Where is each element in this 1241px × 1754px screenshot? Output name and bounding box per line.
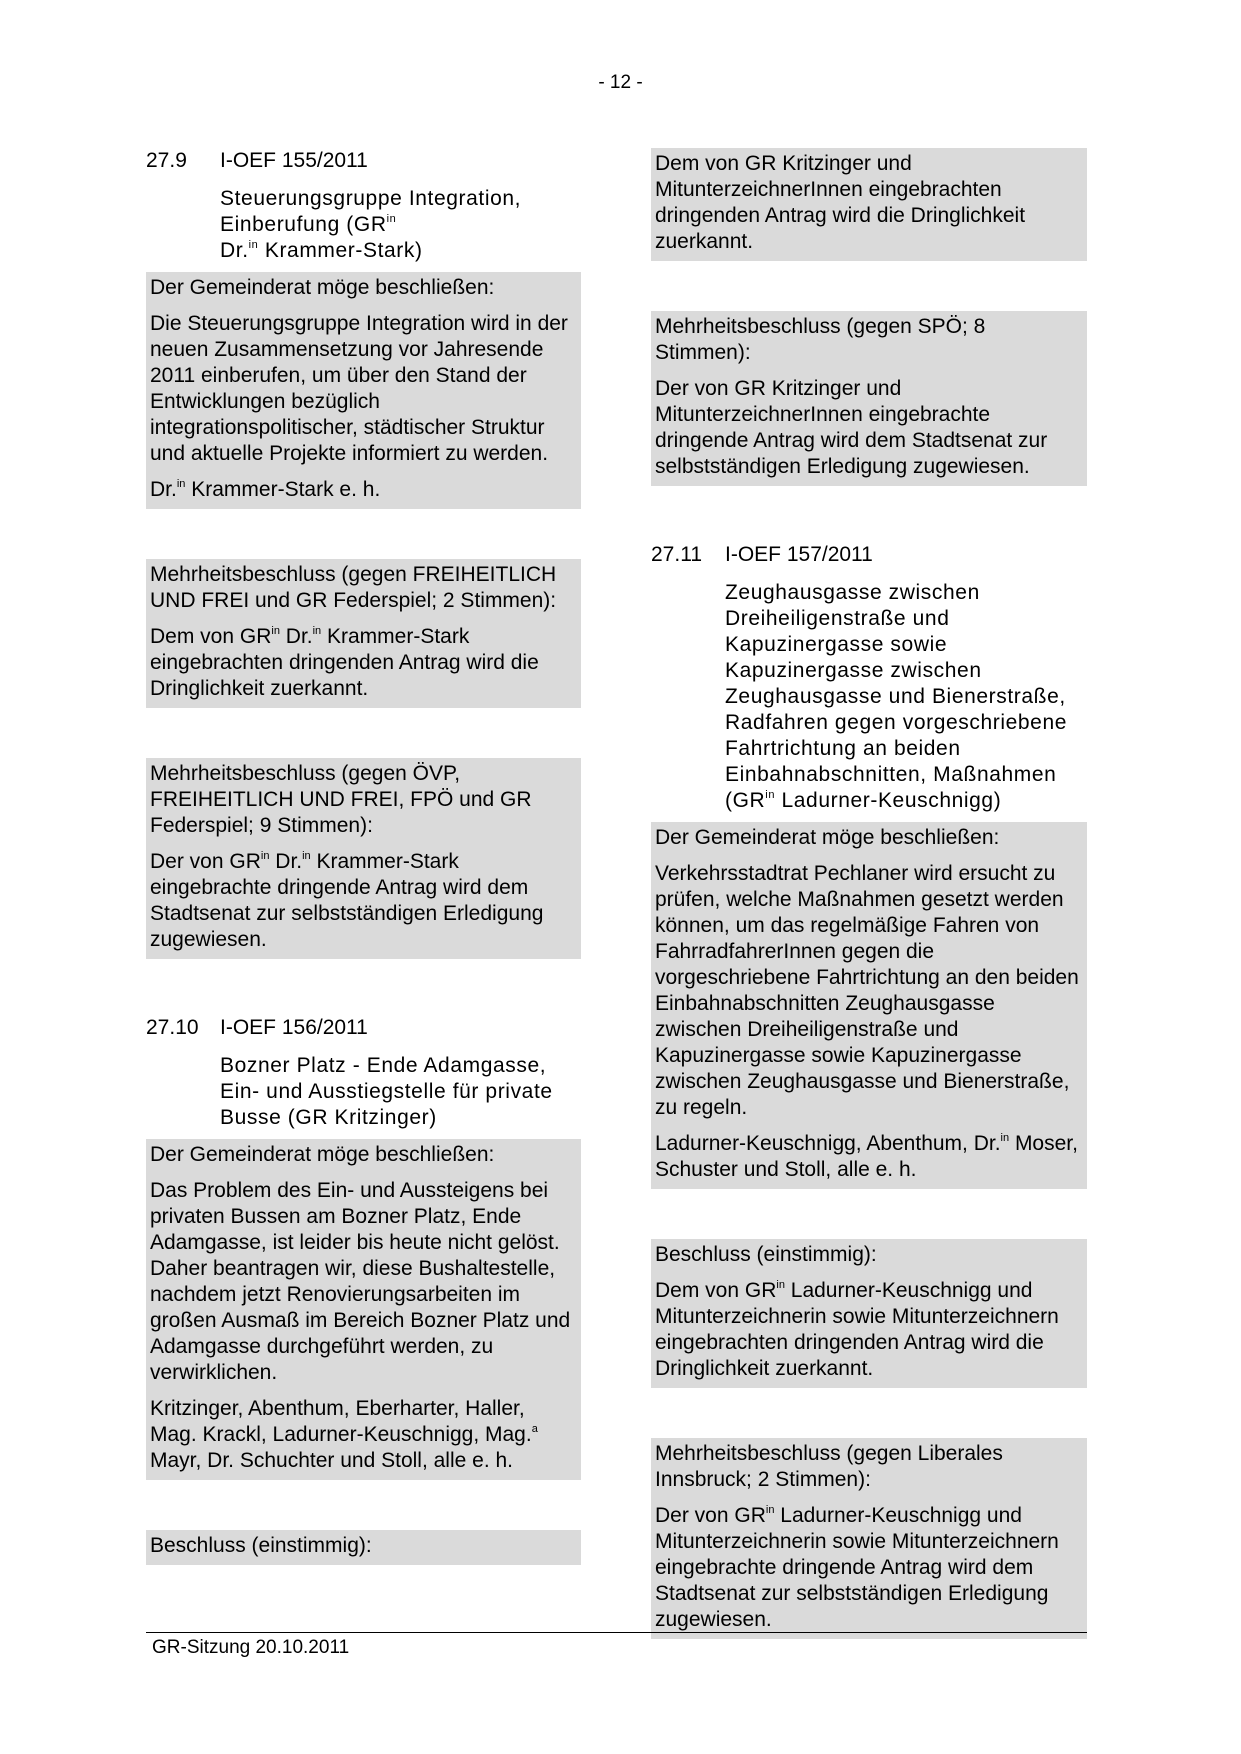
right-column (651, 148, 1087, 1639)
motion-box (146, 272, 581, 509)
item-reference: I-OEF 157/2011 (725, 543, 873, 566)
resolution-text: Der von GR Kritzinger und MitunterzeichnerInnen eingebrachte dringende Antrag wird dem Stadtsenat zur selbstständigen Erledigung zugewiesen. (655, 377, 1048, 478)
resolution-title: Beschluss (einstimmig): (655, 1243, 877, 1266)
item-header (146, 148, 581, 174)
motion-box (146, 1139, 581, 1480)
motion-box (651, 822, 1087, 1189)
resolution-box (146, 758, 581, 959)
item-number: 27.10 (146, 1016, 199, 1039)
footer-session-date: GR-Sitzung 20.10.2011 (152, 1637, 350, 1658)
resolution-box (146, 1530, 581, 1565)
resolution-text: Dem von $GR^{in}$ Dr.$^{in}$ Krammer-Stark eingebrachten dringenden Antrag wird die Dringlichkeit zuerkannt. (150, 625, 539, 700)
page-number: - 12 - (598, 72, 643, 93)
motion-intro: Der Gemeinderat möge beschließen: (150, 276, 495, 299)
resolution-title: Mehrheitsbeschluss (gegen FREIHEITLICH UND FREI und GR Federspiel; 2 Stimmen): (150, 563, 557, 612)
resolution-title: Mehrheitsbeschluss (gegen SPÖ; 8 Stimmen): (655, 315, 986, 364)
motion-text: Das Problem des Ein- und Aussteigens bei privaten Bussen am Bozner Platz, Ende Adamgasse, ist leider bis heute nicht gelöst. Daher beantragen wir, diese Bushaltestelle, nachdem jetzt Renovierungsarbeiten im großen Ausmaß im Bereich Bozner Platz und Adamgasse durchgeführt werden, zu verwirklichen. (150, 1179, 571, 1384)
footer-divider (146, 1632, 1087, 1633)
motion-signers: Kritzinger, Abenthum, Eberharter, Haller, Mag. Krackl, Ladurner-Keuschnigg, Mag.$^a$ Mayr, Dr. Schuchter und Stoll, alle e. h. (150, 1397, 538, 1472)
item-header (651, 542, 1087, 568)
resolution-box (651, 148, 1087, 261)
item-header (146, 1015, 581, 1041)
resolution-text: Dem von GR Kritzinger und MitunterzeichnerInnen eingebrachten dringenden Antrag wird die Dringlichkeit zuerkannt. (655, 152, 1026, 253)
motion-text: Die Steuerungsgruppe Integration wird in der neuen Zusammensetzung vor Jahresende 2011 einberufen, um über den Stand der Entwicklungen bezüglich integrationspolitischer, städtischer Struktur und aktuelle Projekte informiert zu werden. (150, 312, 568, 465)
item-title: Bozner Platz - Ende Adamgasse, Ein- und Ausstiegstelle für private Busse (GR Kritzinger) (220, 1054, 553, 1129)
motion-text: Verkehrsstadtrat Pechlaner wird ersucht zu prüfen, welche Maßnahmen gesetzt werden können, um das regelmäßige Fahren von FahrradfahrerInnen gegen die vorgeschriebene Fahrtrichtung an den beiden Einbahnabschnitten Zeughausgasse zwischen Dreiheiligenstraße und Kapuzinergasse sowie Kapuzinergasse zwischen Zeughausgasse und Bienerstraße, zu regeln. (655, 862, 1079, 1119)
resolution-text: Dem von $GR^{in}$ Ladurner-Keuschnigg und Mitunterzeichnerin sowie Mitunterzeichnern eingebrachten dringenden Antrag wird die Dringlichkeit zuerkannt. (655, 1279, 1059, 1380)
resolution-text: Der von $GR^{in}$ Ladurner-Keuschnigg und Mitunterzeichnerin sowie Mitunterzeichnern eingebrachte dringende Antrag wird dem Stadtsenat zur selbstständigen Erledigung zugewiesen. (655, 1504, 1059, 1631)
resolution-title: Mehrheitsbeschluss (gegen ÖVP, FREIHEITLICH UND FREI, FPÖ und GR Federspiel; 9 Stimmen): (150, 762, 532, 837)
item-title: Zeughausgasse zwischen Dreiheiligenstraße und Kapuzinergasse sowie Kapuzinergasse zwischen Zeughausgasse und Bienerstraße, Radfahren gegen vorgeschriebene Fahrtrichtung an beiden Einbahnabschnitten, Maßnahmen ($GR^{in}$ Ladurner-Keuschnigg) (725, 581, 1067, 812)
item-title: Steuerungsgruppe Integration, Einberufung ($GR^{in}$ Dr.$^{in}$ Krammer-Stark) (220, 187, 522, 262)
item-reference: I-OEF 155/2011 (220, 149, 368, 172)
resolution-box (651, 1438, 1087, 1639)
motion-signers: Dr.$^{in}$ Krammer-Stark e. h. (150, 478, 381, 501)
resolution-title: Mehrheitsbeschluss (gegen Liberales Innsbruck; 2 Stimmen): (655, 1442, 1003, 1491)
resolution-box (651, 1239, 1087, 1388)
item-number: 27.9 (146, 149, 187, 172)
item-reference: I-OEF 156/2011 (220, 1016, 368, 1039)
resolution-text: Der von $GR^{in}$ Dr.$^{in}$ Krammer-Stark eingebrachte dringende Antrag wird dem Stadtsenat zur selbstständigen Erledigung zugewiesen. (150, 850, 544, 951)
resolution-box (651, 311, 1087, 486)
left-column (146, 148, 581, 1565)
motion-intro: Der Gemeinderat möge beschließen: (655, 826, 1000, 849)
item-number: 27.11 (651, 543, 702, 566)
motion-signers: Ladurner-Keuschnigg, Abenthum, Dr.$^{in}$ Moser, Schuster und Stoll, alle e. h. (655, 1132, 1078, 1181)
resolution-box (146, 559, 581, 708)
motion-intro: Der Gemeinderat möge beschließen: (150, 1143, 495, 1166)
resolution-title: Beschluss (einstimmig): (150, 1534, 372, 1557)
